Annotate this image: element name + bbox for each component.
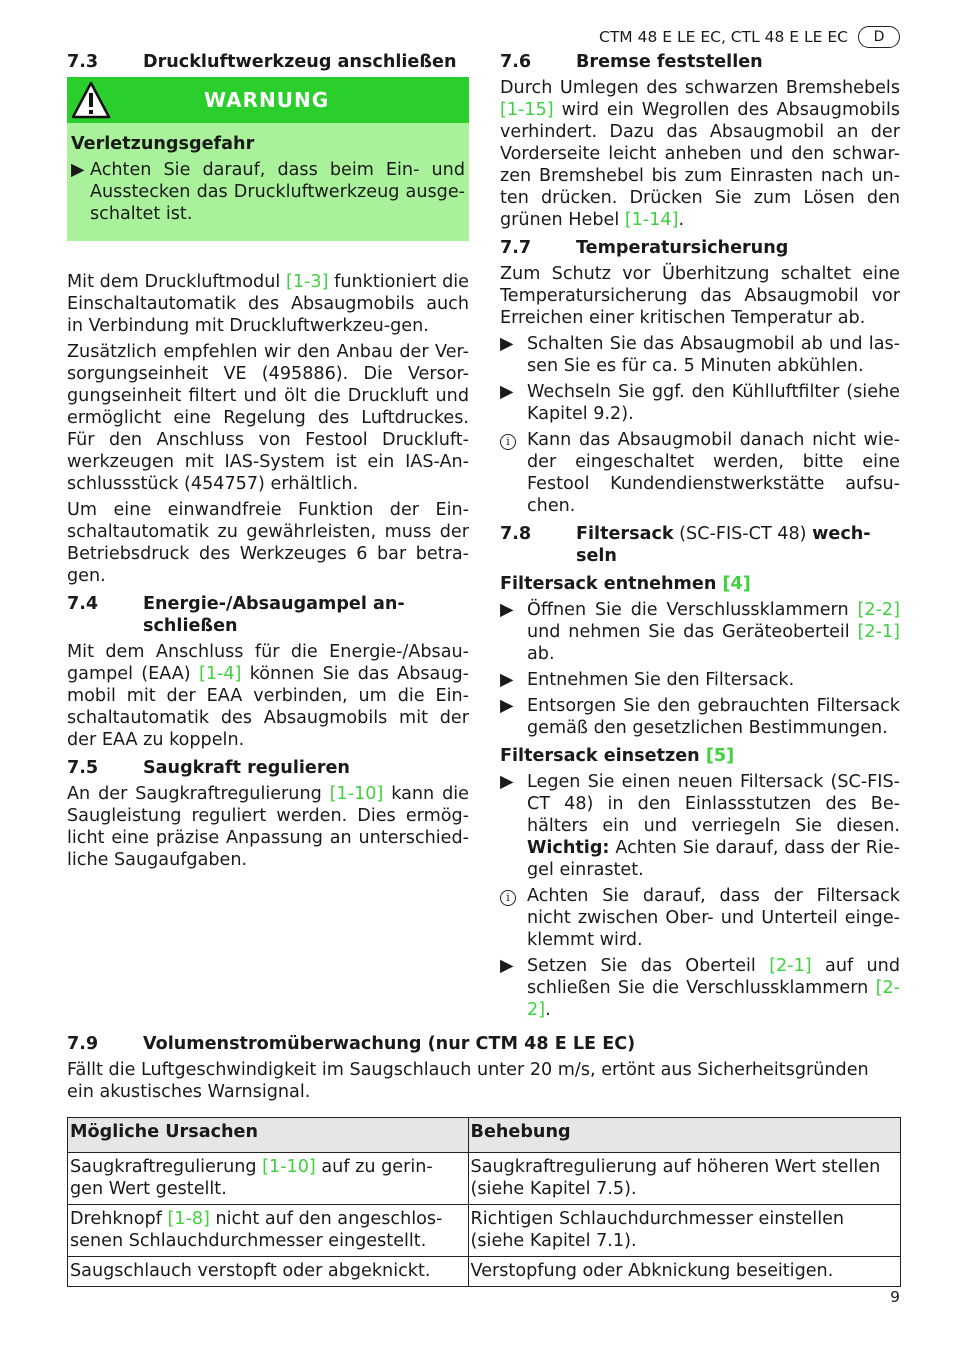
- bullet-arrow-icon: ▶: [500, 382, 514, 402]
- section-heading-7-7: 7.7 Temperatursicherung: [500, 238, 789, 258]
- list-item: ▶ Wechseln Sie ggf. den Kühlluftfilter (siehe Kapitel 9.2).: [500, 382, 900, 424]
- table-row: [68, 1205, 901, 1257]
- figure-reference: [1-4]: [198, 664, 242, 684]
- info-icon: i: [500, 890, 516, 906]
- paragraph: Zusätzlich empfehlen wir den Anbau der Ver-sorgungseinheit VE (495886). Die Versor-gungseinheit filtert und ölt die Druckluft und ermöglicht eine Regelung des Luftdruckes. Für den Anschluss von Festool Druckluft-werkzeugen mit IAS-System ist ein IAS-An-schlussstück (454757) erhältlich.: [67, 342, 469, 494]
- page-number: 9: [890, 1288, 900, 1306]
- bullet-arrow-icon: ▶: [500, 334, 514, 354]
- table-header-cell: Mögliche Ursachen: [68, 1118, 469, 1153]
- figure-reference: [1-10]: [262, 1157, 316, 1177]
- section-heading-7-6: 7.6 Bremse feststellen: [500, 52, 763, 72]
- figure-reference: [4]: [722, 574, 751, 594]
- table-cell: Saugkraftregulierung [1-10] auf zu gerin-gen Wert gestellt.: [68, 1153, 469, 1205]
- list-item: ▶ Schalten Sie das Absaugmobil ab und las-sen Sie es für ca. 5 Minuten abkühlen.: [500, 334, 900, 376]
- warning-header: [67, 77, 469, 123]
- section-7-9: [67, 1033, 901, 1107]
- table-cell: Saugkraftregulierung auf höheren Wert stellen (siehe Kapitel 7.5).: [468, 1153, 900, 1205]
- figure-reference: [1-15]: [500, 100, 554, 120]
- table-cell: Drehknopf [1-8] nicht auf den angeschlos-senen Schlauchdurchmesser eingestellt.: [68, 1205, 469, 1257]
- table-cell: Verstopfung oder Abknickung beseitigen.: [468, 1257, 900, 1287]
- info-icon: i: [500, 434, 516, 450]
- section-heading-7-3: [67, 51, 469, 73]
- paragraph: Mit dem Anschluss für die Energie-/Absau-gampel (EAA) [1-4] können Sie das Absaug-mobil mit der EAA verbinden, um die Ein-schaltautomatik des Absaugmobils mit der der EAA zu koppeln.: [67, 642, 469, 750]
- page-header: [599, 26, 900, 48]
- warning-body: [67, 123, 469, 241]
- table-cell: Saugschlauch verstopft oder abgeknickt.: [68, 1257, 469, 1287]
- subheading-filter-insert: Filtersack einsetzen [5]: [500, 746, 735, 766]
- bullet-arrow-icon: ▶: [500, 696, 514, 716]
- warning-box: [67, 77, 469, 241]
- paragraph: Durch Umlegen des schwarzen Bremshebels [1-15] wird ein Wegrollen des Absaugmobils verhindert. Dazu das Absaugmobil an der Vorderseite leicht anheben und den schwar-zen Bremshebel bis zum Einrasten nach un-ten drücken. Drücken Sie zum Lösen den grünen Hebel [1-14].: [500, 78, 900, 230]
- bullet-arrow-icon: ▶: [500, 772, 514, 792]
- warning-label: WARNUNG: [204, 88, 330, 112]
- table-row: [68, 1153, 901, 1205]
- model-name: CTM 48 E LE EC, CTL 48 E LE EC: [599, 28, 848, 46]
- figure-reference: [1-8]: [167, 1209, 210, 1229]
- figure-reference: [2-1]: [769, 956, 812, 976]
- section-heading-7-9: 7.9 Volumenstromüberwachung (nur CTM 48 E LE EC): [67, 1034, 636, 1054]
- right-column: [500, 51, 900, 1025]
- warning-subtitle: Verletzungsgefahr: [71, 134, 255, 154]
- figure-reference: [5]: [705, 746, 735, 766]
- section-heading-7-5: 7.5 Saugkraft regulieren: [67, 758, 350, 778]
- section-title: Druckluftwerkzeug anschließen: [143, 52, 457, 72]
- table-header-row: [68, 1118, 901, 1153]
- section-heading-7-8: 7.8 Filtersack (SC-FIS-CT 48) wech-seln: [500, 524, 871, 566]
- list-item: i Achten Sie darauf, dass der Filtersack nicht zwischen Ober- und Unterteil einge-klemmt wird.: [500, 885, 900, 951]
- section-number: 7.3: [67, 52, 99, 72]
- left-column: [67, 51, 469, 875]
- subheading-filter-remove: Filtersack entnehmen [4]: [500, 574, 751, 594]
- list-item: i Kann das Absaugmobil danach nicht wie-der eingeschaltet werden, bitte eine Festool Kundendienstwerkstätte aufsu-chen.: [500, 429, 900, 517]
- paragraph: Zum Schutz vor Überhitzung schaltet eine Temperatursicherung das Absaugmobil vor Erreichen einer kritischen Temperatur ab.: [500, 264, 900, 328]
- list-item: ▶ Entnehmen Sie den Filtersack.: [500, 670, 795, 690]
- figure-reference: [2-2]: [527, 978, 900, 1020]
- bullet-arrow-icon: ▶: [500, 956, 514, 976]
- paragraph: Fällt die Luftgeschwindigkeit im Saugschlauch unter 20 m/s, ertönt aus Sicherheitsgründen ein akustisches Warnsignal.: [67, 1060, 869, 1102]
- table-header-cell: Behebung: [468, 1118, 900, 1153]
- bullet-arrow-icon: ▶: [500, 670, 514, 690]
- list-item: ▶ Legen Sie einen neuen Filtersack (SC-FIS-CT 48) in den Einlassstutzen des Be-hälters ein und verriegeln Sie diesen. Wichtig: Achten Sie darauf, dass der Rie-gel einrastet.: [500, 772, 900, 880]
- bullet-arrow-icon: ▶: [71, 160, 85, 180]
- figure-reference: [2-1]: [857, 622, 900, 642]
- paragraph: Um eine einwandfreie Funktion der Ein-schaltautomatik zu gewährleisten, muss der Betriebsdruck des Werkzeuges 6 bar betra-gen.: [67, 500, 469, 586]
- warning-triangle-icon: [71, 80, 111, 124]
- section-heading-7-4: 7.4 Energie-/Absaugampel an-schließen: [67, 594, 405, 636]
- list-item: ▶ Öffnen Sie die Verschlussklammern [2-2] und nehmen Sie das Geräteoberteil [2-1] ab.: [500, 600, 900, 664]
- bullet-arrow-icon: ▶: [500, 600, 514, 620]
- figure-reference: [1-3]: [285, 272, 329, 292]
- list-item: ▶ Achten Sie darauf, dass beim Ein- und Ausstecken das Druckluftwerkzeug ausge-schaltet ist.: [71, 160, 465, 224]
- figure-reference: [1-10]: [329, 784, 384, 804]
- list-item: ▶ Setzen Sie das Oberteil [2-1] auf und schließen Sie die Verschlussklammern [2-2].: [500, 956, 901, 1020]
- language-badge: D: [858, 26, 900, 48]
- troubleshooting-table: [67, 1117, 901, 1287]
- table-cell: Richtigen Schlauchdurchmesser einstellen (siehe Kapitel 7.1).: [468, 1205, 900, 1257]
- paragraph: An der Saugkraftregulierung [1-10] kann die Saugleistung reguliert werden. Dies ermög-licht eine präzise Anpassung an unterschied-liche Saugaufgaben.: [67, 784, 469, 870]
- paragraph: Mit dem Druckluftmodul [1-3] funktioniert die Einschaltautomatik des Absaugmobils auch in Verbindung mit Druckluftwerkzeu-gen.: [67, 272, 469, 336]
- list-item: ▶ Entsorgen Sie den gebrauchten Filtersack gemäß den gesetzlichen Bestimmungen.: [500, 696, 900, 738]
- table-row: [68, 1257, 901, 1287]
- figure-reference: [2-2]: [857, 600, 900, 620]
- figure-reference: [1-14]: [624, 210, 679, 230]
